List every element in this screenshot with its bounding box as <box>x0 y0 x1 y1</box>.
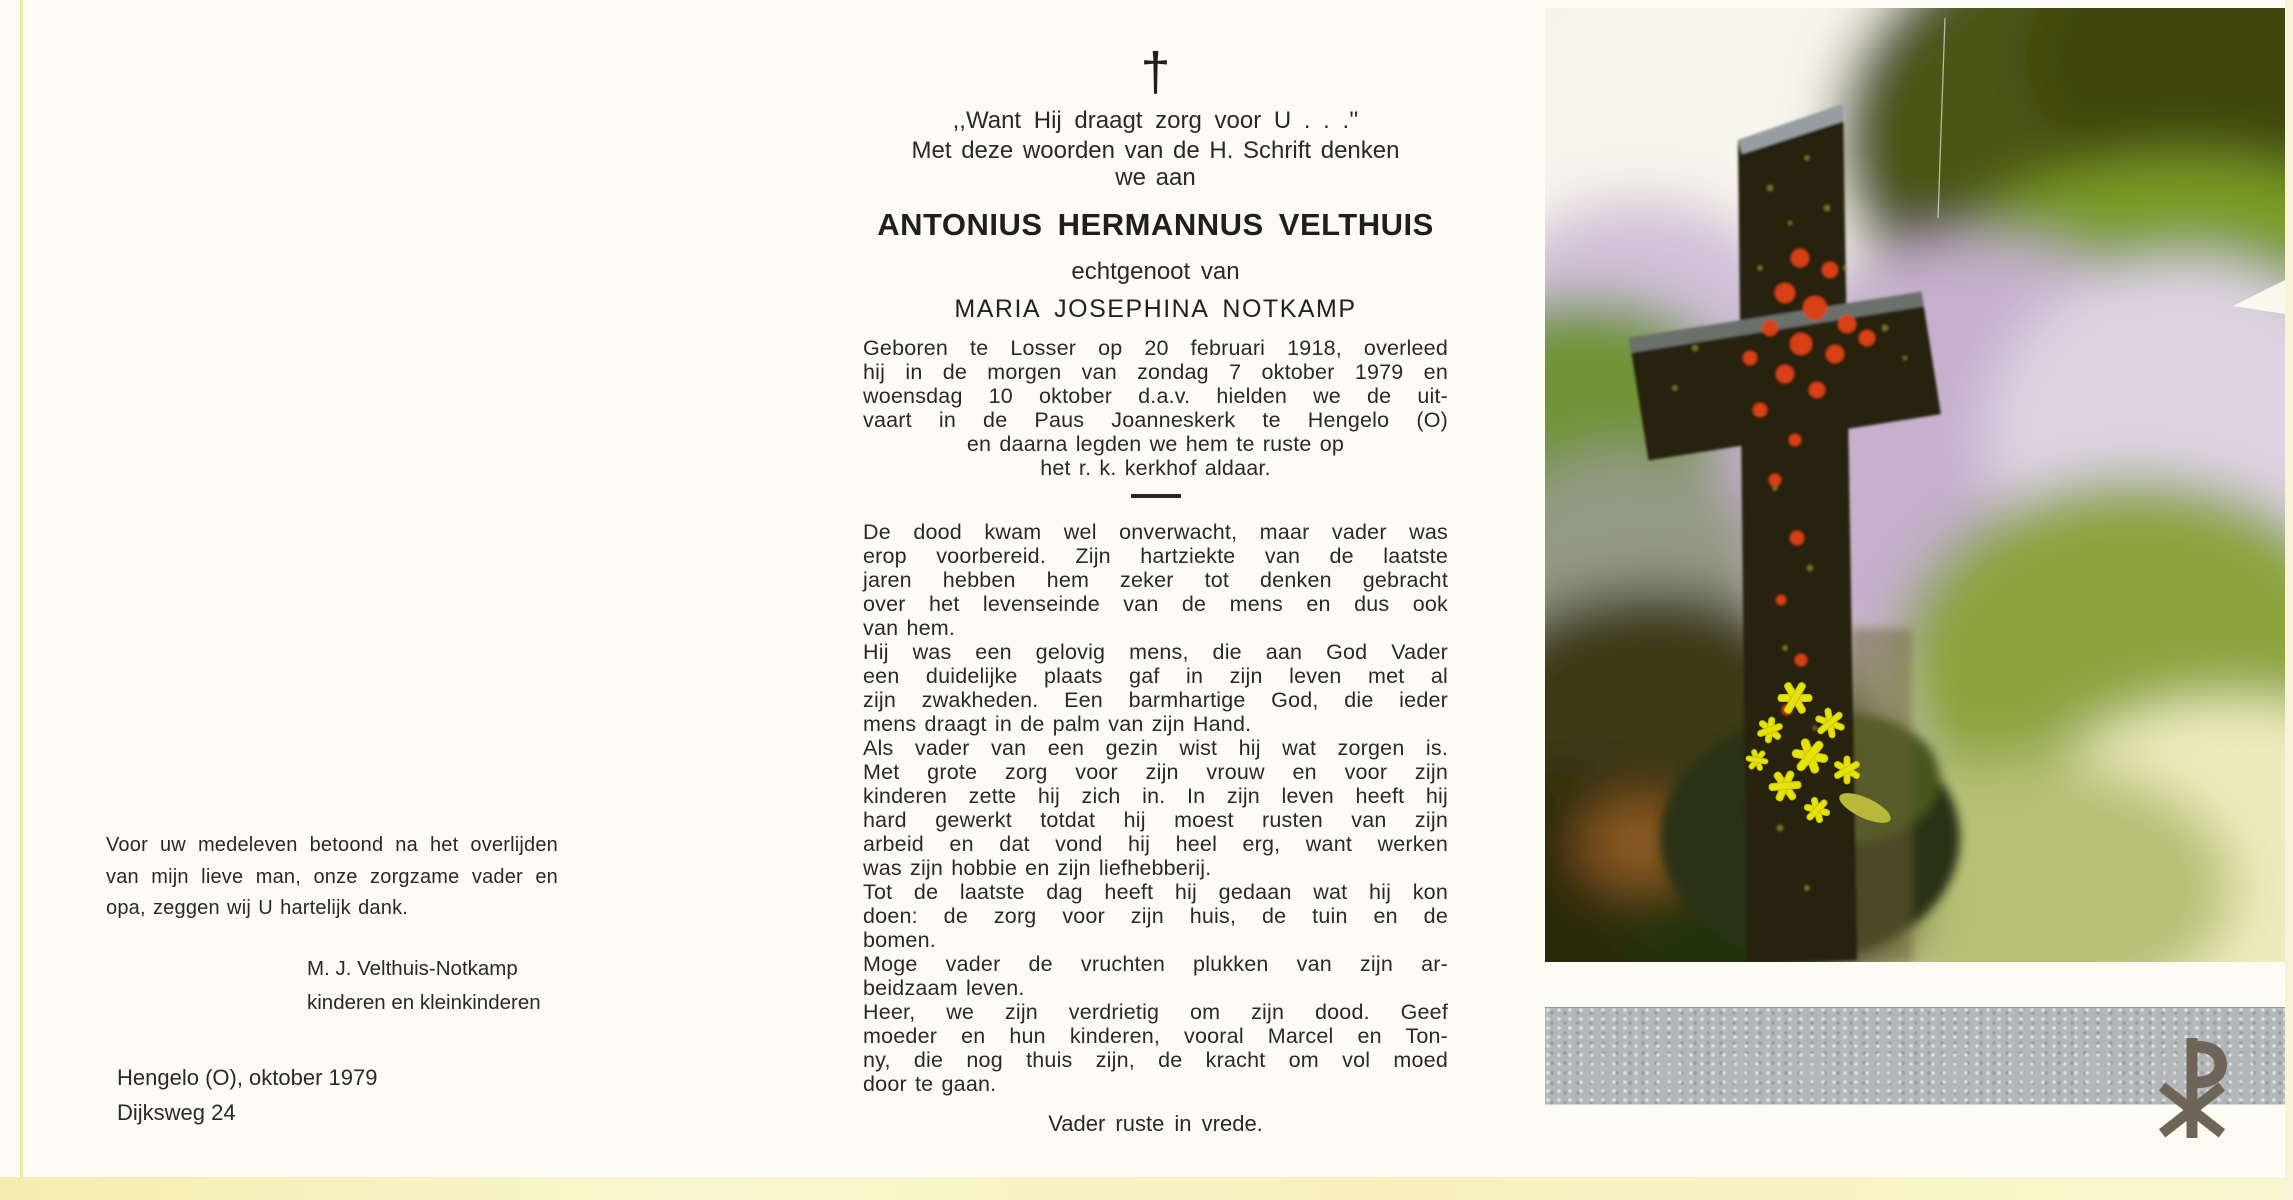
body-line: was zijn hobbie en zijn liefhebberij. <box>863 856 1212 880</box>
body-line: Hij was een gelovig mens, die aan God Vader <box>863 640 1448 664</box>
body-line: Met grote zorg voor zijn vrouw en voor zijn <box>863 760 1448 784</box>
body-line: ny, die nog thuis zijn, de kracht om vol moed <box>863 1048 1448 1072</box>
body-line: van hem. <box>863 616 956 640</box>
body-line: arbeid en dat vond hij heel erg, want werken <box>863 832 1448 856</box>
body-line: hard gewerkt totdat hij moest rusten van zijn <box>863 808 1448 832</box>
body-line: Als vader van een gezin wist hij wat zorgen is. <box>863 736 1448 760</box>
body-line: doen: de zorg voor zijn huis, de tuin en de <box>863 904 1448 928</box>
chi-rho-icon <box>2146 1038 2234 1140</box>
body-line: bomen. <box>863 928 936 952</box>
signature-block <box>307 952 541 1019</box>
cross-photo <box>1545 8 2285 962</box>
life-dates-paragraph <box>863 336 1448 480</box>
scan-right-edge <box>2285 0 2293 1200</box>
vitae-line: hij in de morgen van zondag 7 oktober 1979 en <box>863 360 1448 384</box>
spouse-name: MARIA JOSEPHINA NOTKAMP <box>954 295 1357 323</box>
vitae-line: het r. k. kerkhof aldaar. <box>1040 456 1271 480</box>
body-line: De dood kwam wel onverwacht, maar vader was <box>863 520 1448 544</box>
vitae-line: vaart in de Paus Joanneskerk te Hengelo (O) <box>863 408 1448 432</box>
relation-line: echtgenoot van <box>1071 258 1240 285</box>
body-line: Tot de laatste dag heeft hij gedaan wat hij kon <box>863 880 1448 904</box>
intro-line: Met deze woorden van de H. Schrift denken <box>911 137 1400 164</box>
body-line: jaren hebben hem zeker tot denken gebracht <box>863 568 1448 592</box>
photo-page <box>1545 0 2285 1200</box>
body-line: kinderen zette hij zich in. In zijn leven heeft hij <box>863 784 1448 808</box>
body-line: een duidelijke plaats gaf in zijn leven met al <box>863 664 1448 688</box>
thanks-line: van mijn lieve man, onze zorgzame vader en <box>106 865 558 888</box>
body-line: Moge vader de vruchten plukken van zijn ar- <box>863 952 1448 976</box>
place-date-block <box>117 1060 378 1130</box>
vitae-line: woensdag 10 oktober d.a.v. hielden we de uit- <box>863 384 1448 408</box>
left-page <box>0 0 620 1180</box>
intro-line: we aan <box>1115 164 1196 191</box>
vitae-line: en daarna legden we hem te ruste op <box>966 432 1345 456</box>
body-line: Heer, we zijn verdrietig om zijn dood. Geef <box>863 1000 1448 1024</box>
body-line: mens draagt in de palm van zijn Hand. <box>863 712 1252 736</box>
vitae-line: Geboren te Losser op 20 februari 1918, overleed <box>863 336 1448 360</box>
dagger-cross-symbol: † <box>1140 42 1171 102</box>
thanks-line: opa, zeggen wij U hartelijk dank. <box>106 897 409 919</box>
memorial-text-page <box>863 40 1448 1137</box>
scripture-quote: ,,Want Hij draagt zorg voor U . . .'' <box>952 107 1359 134</box>
body-line: over het levenseinde van de mens en dus ook <box>863 592 1448 616</box>
body-line: beidzaam leven. <box>863 976 1025 1000</box>
closing-line: Vader ruste in vrede. <box>1048 1111 1263 1136</box>
body-line: zijn zwakheden. Een barmhartige God, die ieder <box>863 688 1448 712</box>
thanks-line: Voor uw medeleven betoond na het overlijden <box>106 834 558 856</box>
place-date: Hengelo (O), oktober 1979 <box>117 1065 378 1090</box>
body-line: erop voorbereid. Zijn hartziekte van de laatste <box>863 544 1448 568</box>
acknowledgement-paragraph <box>106 830 558 925</box>
section-divider <box>1131 494 1181 498</box>
signature-name: M. J. Velthuis-Notkamp <box>307 957 518 980</box>
body-line: door te gaan. <box>863 1072 997 1096</box>
address: Dijksweg 24 <box>117 1100 236 1125</box>
deceased-name: ANTONIUS HERMANNUS VELTHUIS <box>877 207 1434 242</box>
memorial-body <box>863 520 1448 1096</box>
signature-children: kinderen en kleinkinderen <box>307 990 541 1014</box>
body-line: moeder en hun kinderen, vooral Marcel en Ton- <box>863 1024 1448 1048</box>
